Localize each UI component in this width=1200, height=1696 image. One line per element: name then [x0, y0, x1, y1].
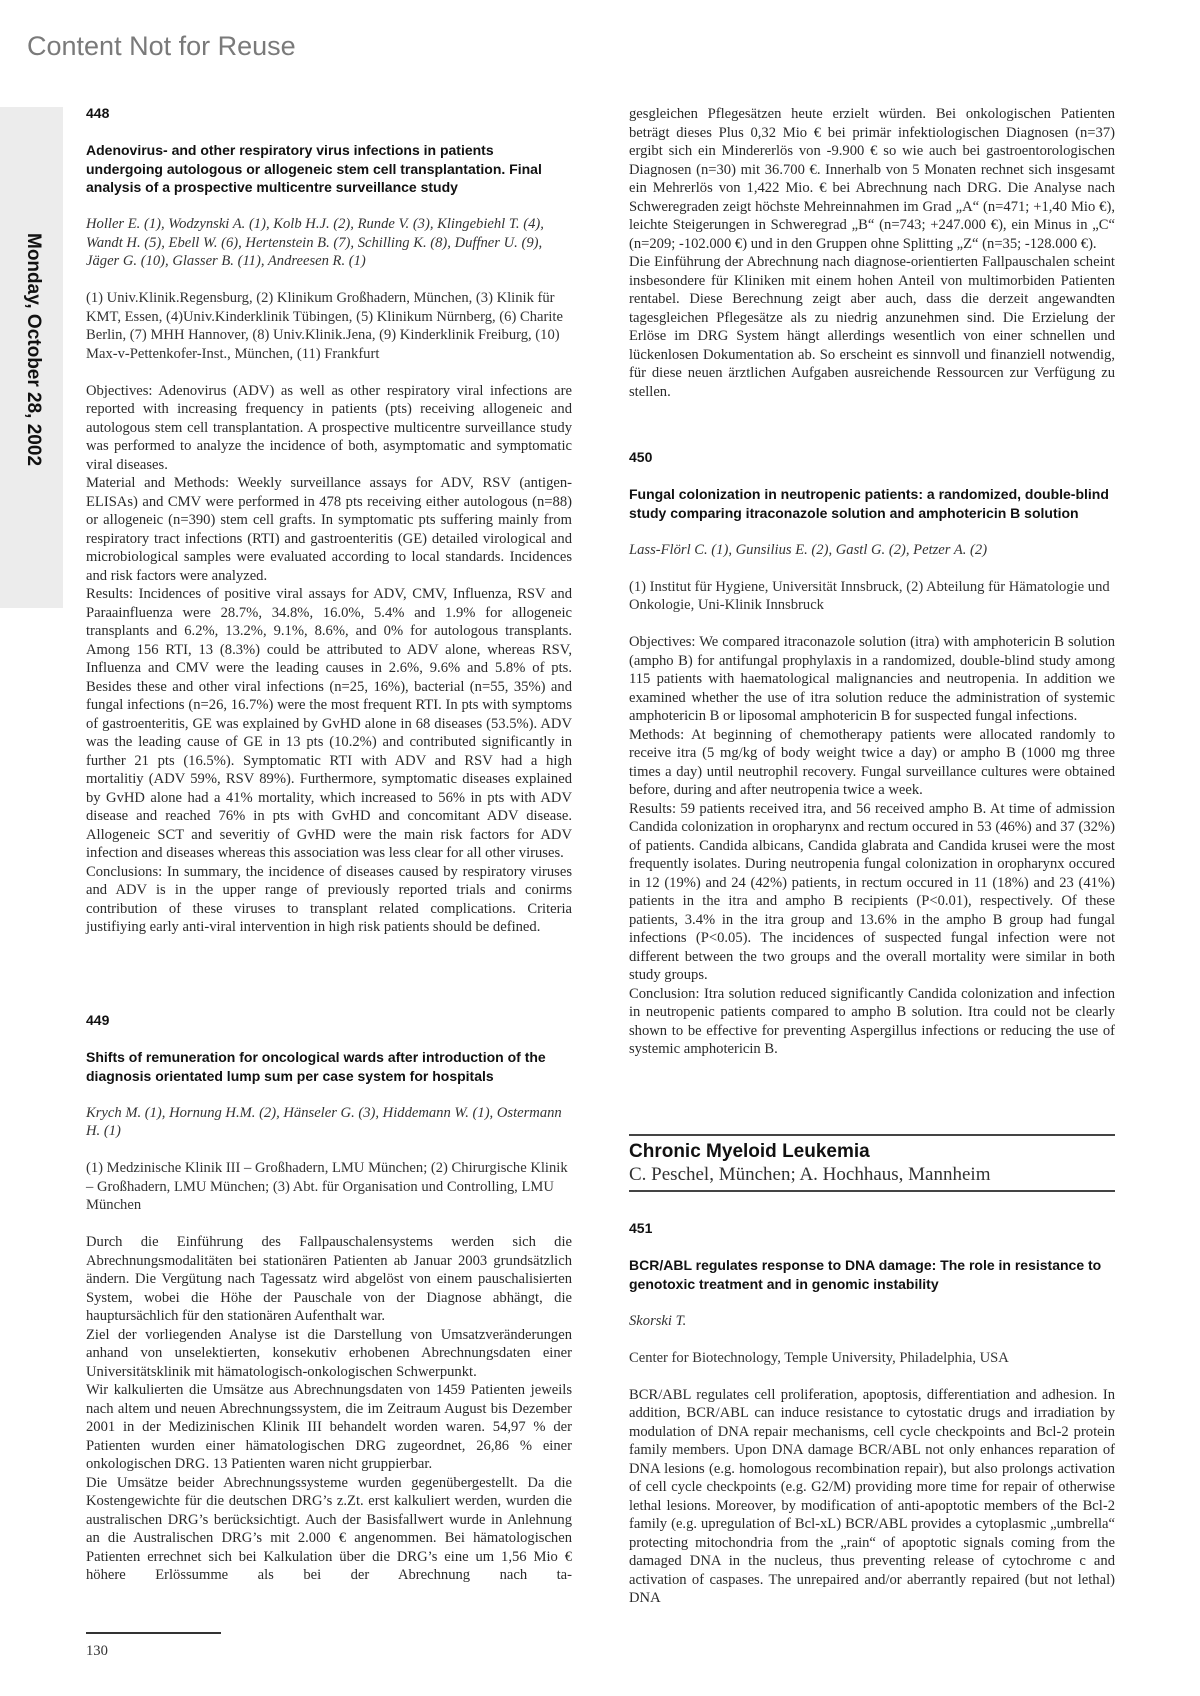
- session-chairs: C. Peschel, München; A. Hochhaus, Mannheim: [629, 1164, 991, 1185]
- abstract-paragraph: Durch die Einführung des Fallpauschalensystems werden sich die Abrechnungsmodalitäten bei stationären Patienten ab Januar 2003 grundsätzlich ändern. Die Vergütung nach Tagessatz wird abgelöst von einem pauschalisierten System, wobei die Höhe der Pauschale von der Diagnose abhängt, die hauptursächlich für den stationären Aufenthalt war.: [86, 1234, 572, 1324]
- abstract-affiliations: (1) Institut für Hygiene, Universität Innsbruck, (2) Abteilung für Hämatologie und Onkologie, Uni-Klinik Innsbruck: [629, 578, 1110, 613]
- abstract-paragraph: Wir kalkulierten die Umsätze aus Abrechnungsdaten von 1459 Patienten jeweils nach altem und neuen Abrechnungssystem, die im Zeitraum August bis Dezember 2001 in der Medizinischen Klinik III behandelt worden waren. 54,97 % der Patienten wurden einer hämatologischen DRG zugeordnet, 26,86 % einer onkologischen DRG. 13 Patienten waren nicht gruppierbar.: [86, 1382, 572, 1472]
- session-header: [629, 1134, 1115, 1192]
- abstract-paragraph: BCR/ABL regulates cell proliferation, apoptosis, differentiation and adhesion. In addition, BCR/ABL can induce resistance to cytostatic drugs and irradiation by modulation of DNA repair mechanisms, cell cycle checkpoints and Bcl-2 protein family members. Upon DNA damage BCR/ABL not only enhances reparation of DNA lesions (e.g. homologous recombination repair), but also prolongs activation of cell cycle checkpoints (e.g. G2/M) providing more time for repair of otherwise lethal lesions. Moreover, by modification of anti-apoptotic members of the Bcl-2 family (e.g. upregulation of Bcl-xL) BCR/ABL provides a cytoplasmic „umbrella“ protecting mitochondria from the „rain“ of apoptotic signals coming from the damaged DNA in the nucleus, thus preventing release of cytochrome c and activation of caspases. The unrepaired and/or aberrantly repaired (but not lethal) DNA: [629, 1386, 1115, 1606]
- abstract-448: [86, 104, 572, 937]
- abstract-451: [629, 1219, 1115, 1608]
- abstract-paragraph: Conclusions: In summary, the incidence of diseases caused by respiratory viruses and ADV is in the upper range of previously reported trials and conirms contribution of these viruses to transplant related complications. Criteria justifiying early anti-viral intervention in high risk patients should be defined.: [86, 863, 572, 935]
- abstract-affiliations: (1) Medzinische Klinik III – Großhadern, LMU München; (2) Chirurgische Klinik – Großhadern, LMU München; (3) Abt. für Organisation und Controlling, LMU München: [86, 1160, 568, 1213]
- abstract-title: Adenovirus- and other respiratory virus infections in patients undergoing autologous or allogeneic stem cell transplantation. Final analysis of a prospective multicentre surveillance study: [86, 142, 542, 195]
- divider: [629, 1190, 1115, 1192]
- abstract-affiliations: (1) Univ.Klinik.Regensburg, (2) Klinikum Großhadern, München, (3) Klinik für KMT, Essen, (4)Univ.Kinderklinik Tübingen, (5) Klinikum Nürnberg, (6) Charite Berlin, (7) MHH Hannover, (8) Univ.Klinik.Jena, (9) Kinderklinik Freiburg, (10) Max-v-Pettenkofer-Inst., München, (11) Frankfurt: [86, 290, 563, 362]
- abstract-449: [86, 1011, 572, 1585]
- abstract-paragraph: Die Einführung der Abrechnung nach diagnose-orientierten Fallpauschalen scheint insbesondere für Kliniken mit einem hohen Anteil von multimorbiden Patienten rentabel. Diese Berechnung zeigt aber auch, dass die derzeit angewandten tagesgleichen Pflegesätze als zu niedrig anzunehmen sind. Die Erzielung der Erlöse im DRG System hängt allerdings wesentlich von einer schnellen und lückenlosen Dokumentation ab. So erscheint es sinnvoll und finanziell notwendig, für diese neuen ärztlichen Aufgaben ausreichende Ressourcen zur Verfügung zu stellen.: [629, 254, 1115, 400]
- session-date: Monday, October 28, 2002: [23, 233, 44, 467]
- abstract-paragraph: Methods: At beginning of chemotherapy patients were allocated randomly to receive itra (5 mg/kg of body weight twice a day) or ampho B (1000 mg three times a day) until neutrophil recovery. Fungal surveillance cultures were obtained before, during and after neutropenia twice a week.: [629, 726, 1115, 798]
- abstract-paragraph: Objectives: We compared itraconazole solution (itra) with amphotericin B solution (ampho B) for antifungal prophylaxis in a randomized, double-blind study among 115 patients with haematological malignancies and neutropenia. In addition we examined whether the use of itra solution reduce the administration of systemic amphotericin B or liposomal amphotericin B for suspected fungal infections.: [629, 634, 1115, 724]
- page-number: 130: [86, 1643, 108, 1659]
- abstract-paragraph: Ziel der vorliegenden Analyse ist die Darstellung von Umsatzveränderungen anhand von unselektierten, konsekutiv erhobenen Abrechnungsdaten einer Universitätsklinik mit hämatologisch-onkologischen Schwerpunkt.: [86, 1326, 572, 1380]
- right-column: [629, 0, 1115, 1696]
- abstract-number: 450: [629, 449, 653, 465]
- abstract-paragraph: Material and Methods: Weekly surveillance assays for ADV, RSV (antigen-ELISAs) and CMV were performed in 478 pts receiving either autologous (n=88) or allogeneic (n=390) stem cell grafts. In symptomatic pts suffering mainly from respiratory tract infections (RTI) and gastroenteritis (GE) detailed virological and microbiological samples were evaluated according to local standards. Incidences and risk factors were analyzed.: [86, 475, 572, 584]
- abstract-paragraph: Results: Incidences of positive viral assays for ADV, CMV, Influenza, RSV and Paraainfluenza were 28.7%, 34.8%, 16.0%, 5.4% and 1.9% for allogeneic transplants and 6.2%, 13.2%, 9.1%, 8.6%, and 0% for autologous transplants. Among 156 RTI, 13 (8.3%) could be attributed to ADV alone, whereas RSV, Influenza and CMV were the leading causes in 2.6%, 9.6% and 5.8% of pts. Besides these and other viral infections (n=25, 16%), bacterial (n=55, 35%) and fungal infections (n=26, 16.7%) were the most frequent RTI. In pts with symptoms of gastroenteritis, GE was explained by GvHD alone in 68 diseases (53.5%). ADV was the leading cause of GE in 13 pts (10.2%) and contributed significantly in further 21 pts (16.5%). Symptomatic RTI with ADV and RSV had a high mortalitiy (ADV 59%, RSV 89%). Furthermore, symptomatic diseases explained by GvHD alone had a 41% mortality, which increased to 56% in pts with ADV disease and reached 76% in pts with GvHD and concomitant ADV disease. Allogeneic SCT and severitiy of GvHD were the main risk factors for ADV infection and diseases whereas this association was less clear for all other viruses.: [86, 586, 572, 861]
- abstract-paragraph: Results: 59 patients received itra, and 56 received ampho B. At time of admission Candida colonization in oropharynx and rectum occured in 53 (46%) and 37 (32%) of patients. Candida albicans, Candida glabrata and Candida krusei were the most frequently isolates. During neutropenia fungal colonization in oropharynx occured in 12 (19%) and 24 (42%) patients, in rectum occured in 11 (18%) and 23 (41%) patients in the itra and ampho B recipients (P<0.01), respectively. Of these patients, 3.4% in the itra group and 13.6% in the ampho B group had fungal infections (P<0.05). The incidences of suspected fungal infection were not different between the two groups and the overall mortality were similar in both study groups.: [629, 800, 1115, 983]
- abstract-paragraph: Conclusion: Itra solution reduced significantly Candida colonization and infection in neutropenic patients compared to ampho B solution. Itra could not be clearly shown to be effective for preventing Aspergillus infections or reducing the use of systemic amphotericin B.: [629, 985, 1115, 1057]
- abstract-title: BCR/ABL regulates response to DNA damage: The role in resistance to genotoxic treatment and in genomic instability: [629, 1257, 1102, 1292]
- left-column: [86, 0, 572, 1696]
- abstract-449-continued: [629, 105, 1115, 401]
- abstract-paragraph: Objectives: Adenovirus (ADV) as well as other respiratory viral infections are reported with increasing frequency in patients (pts) receiving allogeneic and autologous stem cell transplantation. A prospective multicentre surveillance study was performed to analyze the incidence of both, asymptomatic and symptomatic viral diseases.: [86, 382, 572, 473]
- watermark: Content Not for Reuse: [27, 31, 296, 61]
- abstract-number: 451: [629, 1220, 653, 1236]
- abstract-number: 449: [86, 1012, 110, 1028]
- abstract-paragraph: Die Umsätze beider Abrechnungssysteme wurden gegenübergestellt. Da die Kostengewichte für die deutschen DRG’s z.Zt. erst kalkuliert werden, wurden die australischen DRG’s berücksichtigt. Auch der Basisfallwert wurde in Anlehnung an die Australischen DRG’s mit 2.000 € angenommen. Bei hämatologischen Patienten errechnet sich bei Kalkulation über die DRG’s eine um 1,56 Mio € höhere Erlössumme als bei der Abrechnung nach ta-: [86, 1474, 572, 1583]
- abstract-number: 448: [86, 105, 110, 121]
- abstract-title: Fungal colonization in neutropenic patients: a randomized, double-blind study comparing itraconazole solution and amphotericin B solution: [629, 486, 1109, 521]
- abstract-paragraph: gesgleichen Pflegesätzen heute erzielt würden. Bei onkologischen Patienten beträgt dieses Plus 0,32 Mio € bei primär infektiologischen Diagnosen (n=37) ergibt sich ein Mindererlös von -9.900 € so wie auch bei gastroentorologischen Diagnosen (n=30) mit 36.700 €. Innerhalb von 5 Monaten rechnet sich insgesamt ein Mehrerlös von 1,422 Mio. € bei Abrechnung nach DRG. Die Analyse nach Schweregraden zeigt höchste Mehreinnahmen im Grad „A“ (n=471; +1,40 Mio €), leichte Steigerungen in Schweregrad „B“ (n=743; +247.000 €), ein Minus in „C“ (n=209; -102.000 €) und in den Gruppen ohne Splitting „Z“ (n=35; -128.000 €).: [629, 106, 1115, 252]
- session-title: Chronic Myeloid Leukemia: [629, 1141, 870, 1162]
- abstract-authors: Holler E. (1), Wodzynski A. (1), Kolb H.J. (2), Runde V. (3), Klingebiehl T. (4), Wandt H. (5), Ebell W. (6), Hertenstein B. (7), Schilling K. (8), Duffner U. (9), Jäger G. (10), Glasser B. (11), Andreesen R. (1): [86, 216, 544, 269]
- abstract-authors: Lass-Flörl C. (1), Gunsilius E. (2), Gastl G. (2), Petzer A. (2): [629, 541, 988, 558]
- abstract-affiliations: Center for Biotechnology, Temple University, Philadelphia, USA: [629, 1349, 1009, 1366]
- abstract-authors: Skorski T.: [629, 1312, 687, 1329]
- abstract-authors: Krych M. (1), Hornung H.M. (2), Hänseler G. (3), Hiddemann W. (1), Ostermann H. (1): [86, 1104, 562, 1139]
- abstract-450: [629, 448, 1115, 1059]
- abstract-title: Shifts of remuneration for oncological wards after introduction of the diagnosis orientated lump sum per case system for hospitals: [86, 1049, 546, 1084]
- divider: [629, 1134, 1115, 1136]
- footer-divider: [86, 1632, 221, 1634]
